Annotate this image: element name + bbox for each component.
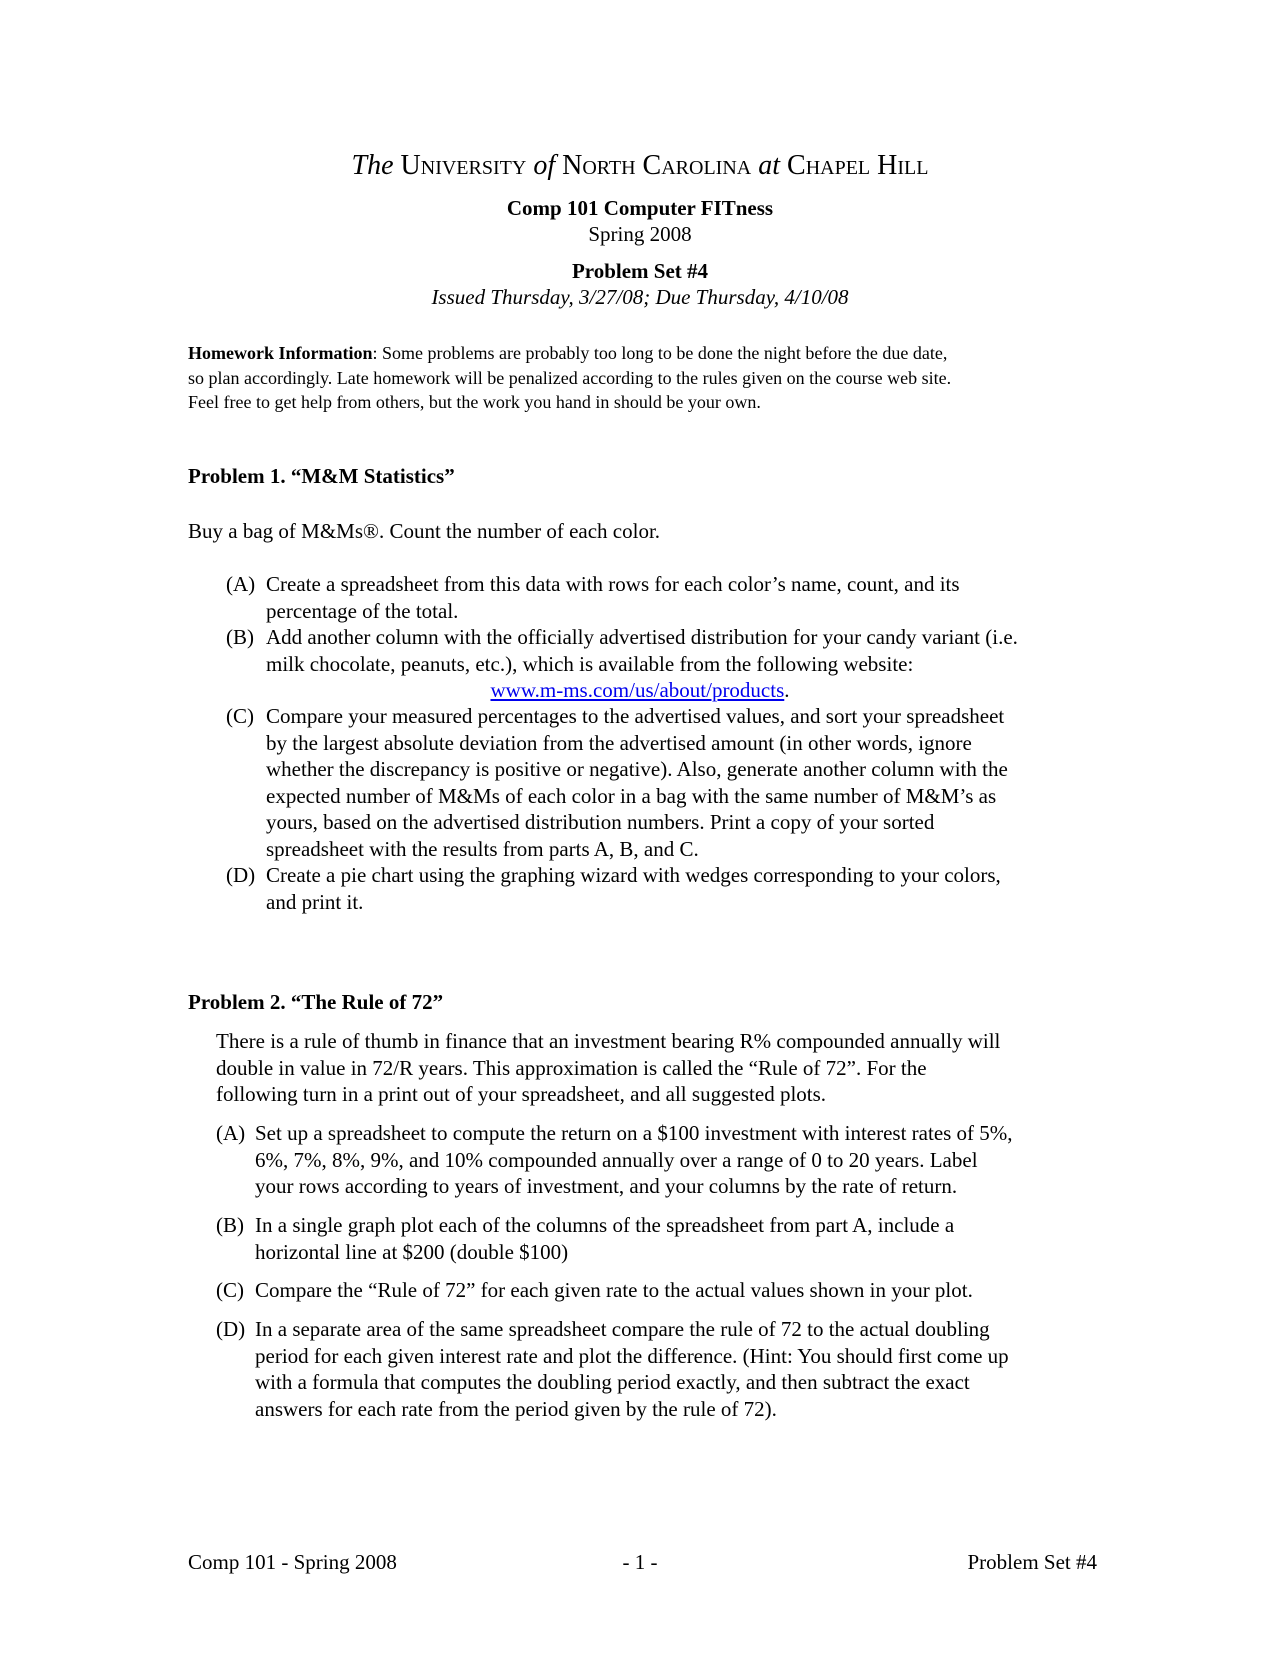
item-label: (A) [216,1121,246,1145]
homework-line-3: Feel free to get help from others, but the work you hand in should be your own. [188,392,761,412]
univ-word-university: University [400,150,527,181]
item-line: percentage of the total. [266,598,459,623]
problem-1-intro: Buy a bag of M&Ms®. Count the number of each color. [188,519,661,543]
univ-word-chapel-hill: Chapel Hill [787,150,929,181]
item-label: (B) [226,625,254,649]
item-label: (A) [226,572,256,596]
problem-1-title: Problem 1. “M&M Statistics” [188,464,455,488]
item-label: (C) [226,704,254,728]
intro-line: following turn in a print out of your spreadsheet, and all suggested plots. [216,1082,827,1106]
homework-label: Homework Information [188,343,373,363]
item-line: yours, based on the advertised distribution numbers. Print a copy of your sorted [266,810,935,834]
intro-line: double in value in 72/R years. This approximation is called the “Rule of 72”. For the [216,1055,927,1080]
item-line: your rows according to years of investment, and your columns by the rate of return. [255,1174,958,1198]
footer-right: Problem Set #4 [967,1550,1097,1574]
item-line: milk chocolate, peanuts, etc.), which is available from the following website: [266,651,914,676]
univ-word-the: The [351,150,394,181]
item-line: whether the discrepancy is positive or negative). Also, generate another column with the [266,757,1008,781]
problem-2-intro [216,1028,1116,1108]
course-title: Comp 101 Computer FITness [506,196,774,220]
homework-line-1: : Some problems are probably too long to be done the night before the due date, [372,343,948,363]
issue-dates: Issued Thursday, 3/27/08; Due Thursday, 4/10/08 [431,285,849,309]
item-label: (C) [216,1278,244,1302]
term: Spring 2008 [588,222,692,246]
item-line: horizontal line at $200 (double $100) [255,1239,569,1264]
item-line: by the largest absolute deviation from the advertised amount (in other words, ignore [266,730,972,755]
problem-set-title: Problem Set #4 [571,259,709,283]
item-line: 6%, 7%, 8%, 9%, and 10% compounded annually over a range of 0 to 20 years. Label [255,1147,978,1172]
item-label: (D) [226,863,256,887]
homework-line-2: so plan accordingly. Late homework will be penalized according to the rules given on the course web site. [188,367,952,388]
link-suffix: . [784,678,790,702]
item-line: Create a spreadsheet from this data with rows for each color’s name, count, and its [266,572,960,596]
univ-word-of: of [533,150,556,181]
homework-info [188,341,1088,415]
item-line: expected number of M&Ms of each color in a bag with the same number of M&M’s as [266,783,997,808]
item-line: Add another column with the officially advertised distribution for your candy variant (i.e. [266,625,1018,649]
item-line: Set up a spreadsheet to compute the return on a $100 investment with interest rates of 5%, [255,1121,1013,1145]
footer-page-number: - 1 - [622,1550,658,1574]
item-line: and print it. [266,889,364,914]
intro-line: There is a rule of thumb in finance that an investment bearing R% compounded annually will [216,1029,1001,1053]
item-line: spreadsheet with the results from parts A, B, and C. [266,836,699,861]
problem-2-title: Problem 2. “The Rule of 72” [188,990,444,1014]
univ-word-nc: North Carolina [562,150,752,181]
item-line: In a separate area of the same spreadsheet compare the rule of 72 to the actual doubling [255,1317,990,1341]
item-line: Compare the “Rule of 72” for each given rate to the actual values shown in your plot. [255,1278,973,1302]
item-line: Create a pie chart using the graphing wizard with wedges corresponding to your colors, [266,863,1001,887]
univ-word-at: at [758,150,781,181]
footer-left: Comp 101 - Spring 2008 [188,1550,397,1574]
products-link-line [0,677,1280,704]
item-label: (B) [216,1213,244,1237]
item-label: (D) [216,1317,246,1341]
item-line: Compare your measured percentages to the advertised values, and sort your spreadsheet [266,704,1005,728]
item-line: period for each given interest rate and plot the difference. (Hint: You should first come up [255,1343,1009,1368]
item-line: In a single graph plot each of the columns of the spreadsheet from part A, include a [255,1213,955,1237]
item-line: with a formula that computes the doubling period exactly, and then subtract the exact [255,1370,970,1394]
item-line: answers for each rate from the period given by the rule of 72). [255,1396,777,1421]
products-link[interactable]: www.m-ms.com/us/about/products [490,678,785,702]
university-heading [0,150,1280,182]
